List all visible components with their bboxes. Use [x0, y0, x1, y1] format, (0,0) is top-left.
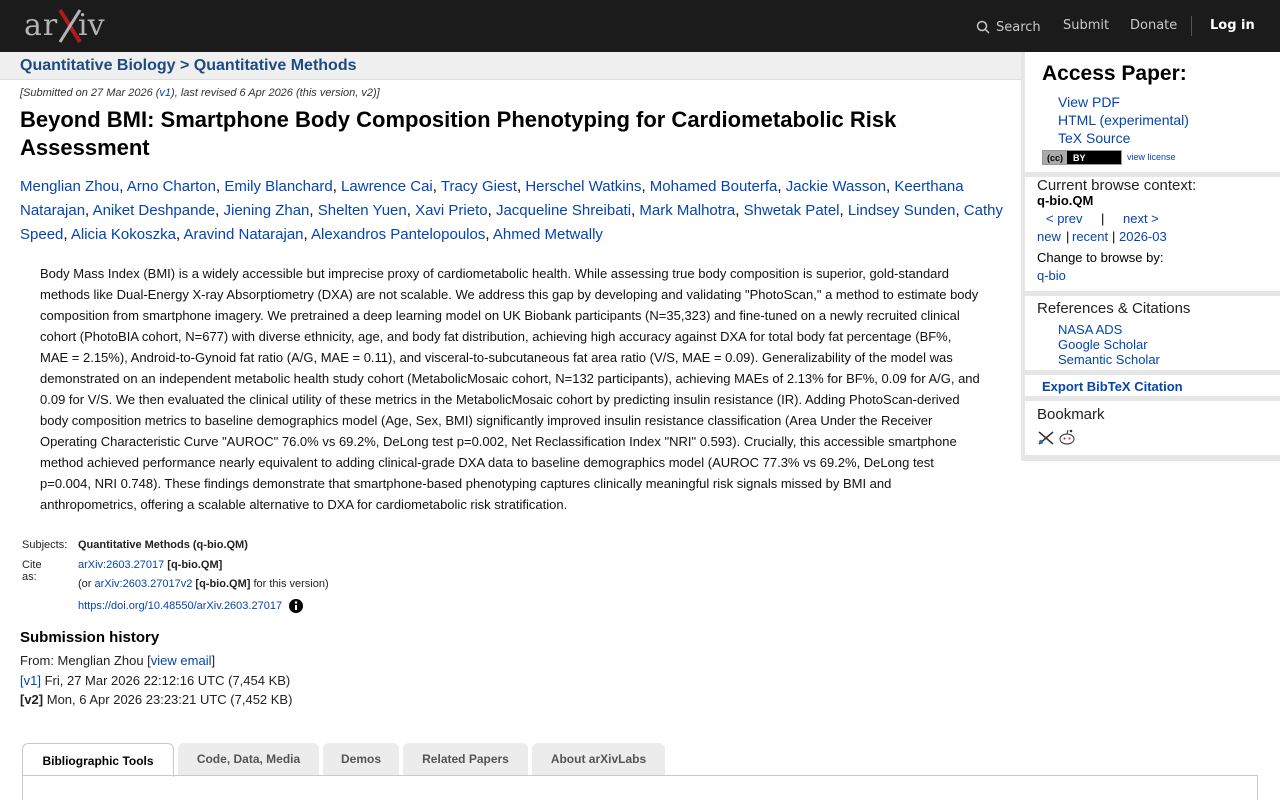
paper-title: Beyond BMI: Smartphone Body Composition Phenotyping for Cardiometabolic Risk Assessment — [20, 107, 897, 160]
cite-v2-suffix: for this version) — [250, 578, 329, 590]
author-separator: , — [955, 202, 964, 219]
tab-panel — [22, 775, 1258, 800]
cite-id-link[interactable]: arXiv:2603.27017 — [78, 559, 165, 571]
author-link[interactable]: Shelten Yuen — [317, 202, 407, 219]
extra-services-sidebar — [1021, 52, 1280, 461]
access-paper-box — [1025, 52, 1280, 172]
month-link[interactable]: 2026-03 — [1119, 229, 1167, 244]
author-separator: , — [839, 202, 848, 219]
references-heading: References & Citations — [1037, 300, 1191, 317]
info-icon[interactable] — [288, 598, 304, 614]
donate-link[interactable]: Donate — [1130, 18, 1178, 33]
subjects-value — [78, 539, 248, 551]
submission-history-heading: Submission history — [20, 629, 160, 646]
semantic-scholar-link[interactable]: Semantic Scholar — [1058, 352, 1160, 367]
author-separator: , — [735, 202, 744, 219]
export-box — [1025, 375, 1280, 396]
next-link[interactable]: next > — [1123, 211, 1159, 226]
author-link[interactable]: Herschel Watkins — [525, 178, 642, 195]
tex-source-link[interactable]: TeX Source — [1058, 130, 1131, 146]
subject-header — [0, 52, 1021, 80]
recent-link[interactable]: recent — [1072, 229, 1109, 244]
q-bio-link[interactable]: q-bio — [1037, 268, 1066, 283]
dateline-suffix: ), last revised 6 Apr 2026 (this version, v2)] — [171, 87, 380, 99]
nasa-ads-link[interactable]: NASA ADS — [1058, 322, 1123, 337]
author-separator: , — [215, 202, 224, 219]
author-separator: , — [332, 178, 342, 195]
author-link[interactable]: Keerthana Natarajan — [20, 178, 964, 219]
cite-version — [78, 578, 329, 590]
access-paper-heading: Access Paper: — [1042, 62, 1187, 85]
history-from — [20, 653, 215, 668]
arxiv-logo[interactable] — [24, 6, 114, 46]
author-separator: , — [309, 202, 318, 219]
history-v2-label: [v2] — [20, 692, 44, 707]
author-link[interactable]: Aravind Natarajan — [183, 226, 304, 243]
bibsonomy-icon[interactable] — [1038, 431, 1054, 445]
cite-v2-category: [q-bio.QM] — [195, 578, 251, 590]
author-separator: , — [406, 202, 416, 219]
author-link[interactable]: Jiening Zhan — [223, 202, 310, 219]
author-separator: , — [215, 178, 225, 195]
history-v2-text: Mon, 6 Apr 2026 23:23:21 UTC (7,452 KB) — [43, 692, 293, 707]
author-link[interactable]: Ahmed Metwally — [492, 226, 603, 243]
tab-related-papers[interactable]: Related Papers — [403, 743, 528, 776]
author-link[interactable]: Alicia Kokoszka — [70, 226, 176, 243]
author-separator: , — [119, 178, 127, 195]
author-separator: , — [63, 226, 71, 243]
author-link[interactable]: Jacqueline Shreibati — [495, 202, 632, 219]
references-box — [1025, 296, 1280, 370]
prev-next-separator: | — [1101, 211, 1105, 226]
author-link[interactable]: Menglian Zhou — [20, 178, 120, 195]
submission-dateline — [20, 87, 380, 99]
search-icon — [976, 20, 990, 34]
author-separator: , — [777, 178, 786, 195]
tab-code-data-media[interactable]: Code, Data, Media — [178, 743, 319, 776]
author-link[interactable]: Emily Blanchard — [224, 178, 333, 195]
separator-1: | — [1066, 229, 1070, 244]
bookmark-heading: Bookmark — [1037, 406, 1105, 423]
browse-context-heading: Current browse context: — [1037, 177, 1197, 194]
separator-2: | — [1112, 229, 1116, 244]
search-label: Search — [996, 19, 1041, 35]
cite-label: Cite as: — [22, 559, 42, 583]
new-link[interactable]: new — [1037, 229, 1061, 244]
history-v2 — [20, 692, 292, 707]
search-link[interactable] — [976, 18, 1041, 36]
author-link[interactable]: Tracy Giest — [440, 178, 517, 195]
history-from-prefix: From: Menglian Zhou [ — [20, 653, 151, 668]
top-navigation-bar — [0, 0, 1280, 52]
cc-badge-right: BY — [1073, 152, 1086, 163]
browse-context-value: q-bio.QM — [1037, 193, 1094, 208]
author-separator: , — [631, 202, 640, 219]
author-separator: , — [485, 226, 493, 243]
nav-divider — [1191, 16, 1192, 36]
author-link[interactable]: Lindsey Sunden — [847, 202, 956, 219]
dateline-v1-link[interactable]: v1 — [159, 87, 172, 99]
cite-value — [78, 559, 222, 571]
abstract: Body Mass Index (BMI) is a widely accessible but imprecise proxy of cardiometabolic health. While assessing true body composition is superior, gold-standard methods like Dual-Energy X-ray Absorptiometry (DXA) are not scalable. We address this gap by developing and validating "PhotoScan," a method to estimate body composition from smartphone imagery. We pretrained a deep learning model on UK Biobank participants (N=35,323) and fine-tuned on a newly recruited clinical cohort (PhotoBIA cohort, N=677) with diverse ethnicity, age, and body fat distribution, achieving high accuracy against DXA for total body fat percentage (BF%, MAE = 2.15%), Android-to-Gynoid fat ratio (A/G, MAE = 0.11), and visceral-to-subcutaneous fat area ratio (V/S, MAE = 0.09). Generalizability of the model was demonstrated on an independent metabolic health study cohort (MetabolicMosaic cohort, N=132 participants), achieving MAEs of 2.13% for BF%, 0.09 for A/G, and 0.09 for V/S. We then evaluated the clinical utility of these metrics in the MetabolicMosaic cohort by predicting insulin resistance (IR). Adding PhotoScan-derived body composition metrics to baseline demographics model (Age, Sex, BMI) significantly improved insulin resistance classification (Area Under the Receiver Operating Characteristic Curve "AUROC" 76.0% vs 69.2%, DeLong test p=0.002, Net Reclassification Index "NRI" 0.593). Crucially, this accessible smartphone method achieved performance nearly equivalent to adding clinical-grade DXA data to baseline demographics model (AUROC 77.3% vs 69.2%, DeLong test p=0.004, NRI 0.748). These findings demonstrate that smartphone-based phenotyping captures clinically meaningful risk signals missed by BMI and anthropometrics, offering a scalable alternative to DXA for cardiometabolic risk stratification. — [40, 266, 980, 512]
author-link[interactable]: Aniket Deshpande — [92, 202, 216, 219]
dateline-prefix: [Submitted on 27 Mar 2026 ( — [20, 87, 160, 99]
tab-about-arxivlabs[interactable]: About arXivLabs — [532, 743, 665, 776]
author-link[interactable]: Jackie Wasson — [785, 178, 887, 195]
author-link[interactable]: Alexandros Pantelopoulos — [311, 226, 486, 243]
doi-link[interactable]: https://doi.org/10.48550/arXiv.2603.27017 — [78, 600, 283, 612]
author-separator: , — [432, 178, 441, 195]
tab-bibliographic-tools[interactable]: Bibliographic Tools — [22, 743, 174, 777]
history-v1-link[interactable]: [v1] — [20, 673, 41, 688]
submit-link[interactable]: Submit — [1063, 18, 1110, 33]
login-link[interactable]: Log in — [1210, 18, 1255, 33]
history-v1 — [20, 673, 290, 688]
cc-badge-left: (cc) — [1043, 151, 1067, 164]
author-link[interactable]: Mohamed Bouterfa — [649, 178, 778, 195]
author-separator: , — [516, 178, 526, 195]
author-list — [20, 175, 1010, 247]
cc-by-license-badge[interactable] — [1042, 150, 1122, 165]
breadcrumb[interactable]: Quantitative Biology > Quantitative Methods — [20, 57, 357, 74]
author-link[interactable]: Shwetak Patel — [743, 202, 840, 219]
prev-link[interactable]: < prev — [1046, 211, 1083, 226]
view-pdf-link[interactable]: View PDF — [1058, 94, 1120, 110]
author-link[interactable]: Lawrence Cai — [341, 178, 433, 195]
change-browse-label: Change to browse by: — [1037, 250, 1164, 265]
author-separator: , — [175, 226, 184, 243]
history-v1-text: Fri, 27 Mar 2026 22:12:16 UTC (7,454 KB) — [40, 673, 291, 688]
svg-text:iv: iv — [78, 8, 105, 43]
tab-demos[interactable]: Demos — [323, 743, 399, 776]
google-scholar-link[interactable]: Google Scholar — [1058, 337, 1148, 352]
author-separator: , — [641, 178, 650, 195]
bookmark-box — [1025, 401, 1280, 455]
view-license-link[interactable]: view license — [1127, 152, 1176, 162]
svg-text:ar: ar — [24, 8, 59, 43]
html-link[interactable]: HTML (experimental) — [1058, 112, 1189, 128]
author-link[interactable]: Cathy Speed — [20, 202, 1003, 243]
subjects-primary: Quantitative Methods (q-bio.QM) — [78, 539, 248, 551]
author-separator: , — [487, 202, 496, 219]
author-link[interactable]: Xavi Prieto — [415, 202, 488, 219]
browse-context-box — [1025, 177, 1280, 291]
author-link[interactable]: Arno Charton — [126, 178, 216, 195]
cite-or: (or — [78, 578, 95, 590]
author-separator: , — [303, 226, 312, 243]
doi-row — [78, 598, 304, 614]
export-bibtex-link[interactable]: Export BibTeX Citation — [1042, 379, 1183, 394]
history-from-suffix: ] — [211, 653, 216, 668]
author-link[interactable]: Mark Malhotra — [639, 202, 736, 219]
author-separator: , — [886, 178, 895, 195]
cite-category: [q-bio.QM] — [167, 559, 223, 571]
cite-v2-link[interactable]: arXiv:2603.27017v2 — [94, 578, 193, 590]
view-email-link[interactable]: view email — [150, 653, 212, 668]
reddit-icon[interactable] — [1058, 429, 1076, 445]
author-separator: , — [85, 202, 93, 219]
subjects-label: Subjects: — [22, 539, 68, 551]
